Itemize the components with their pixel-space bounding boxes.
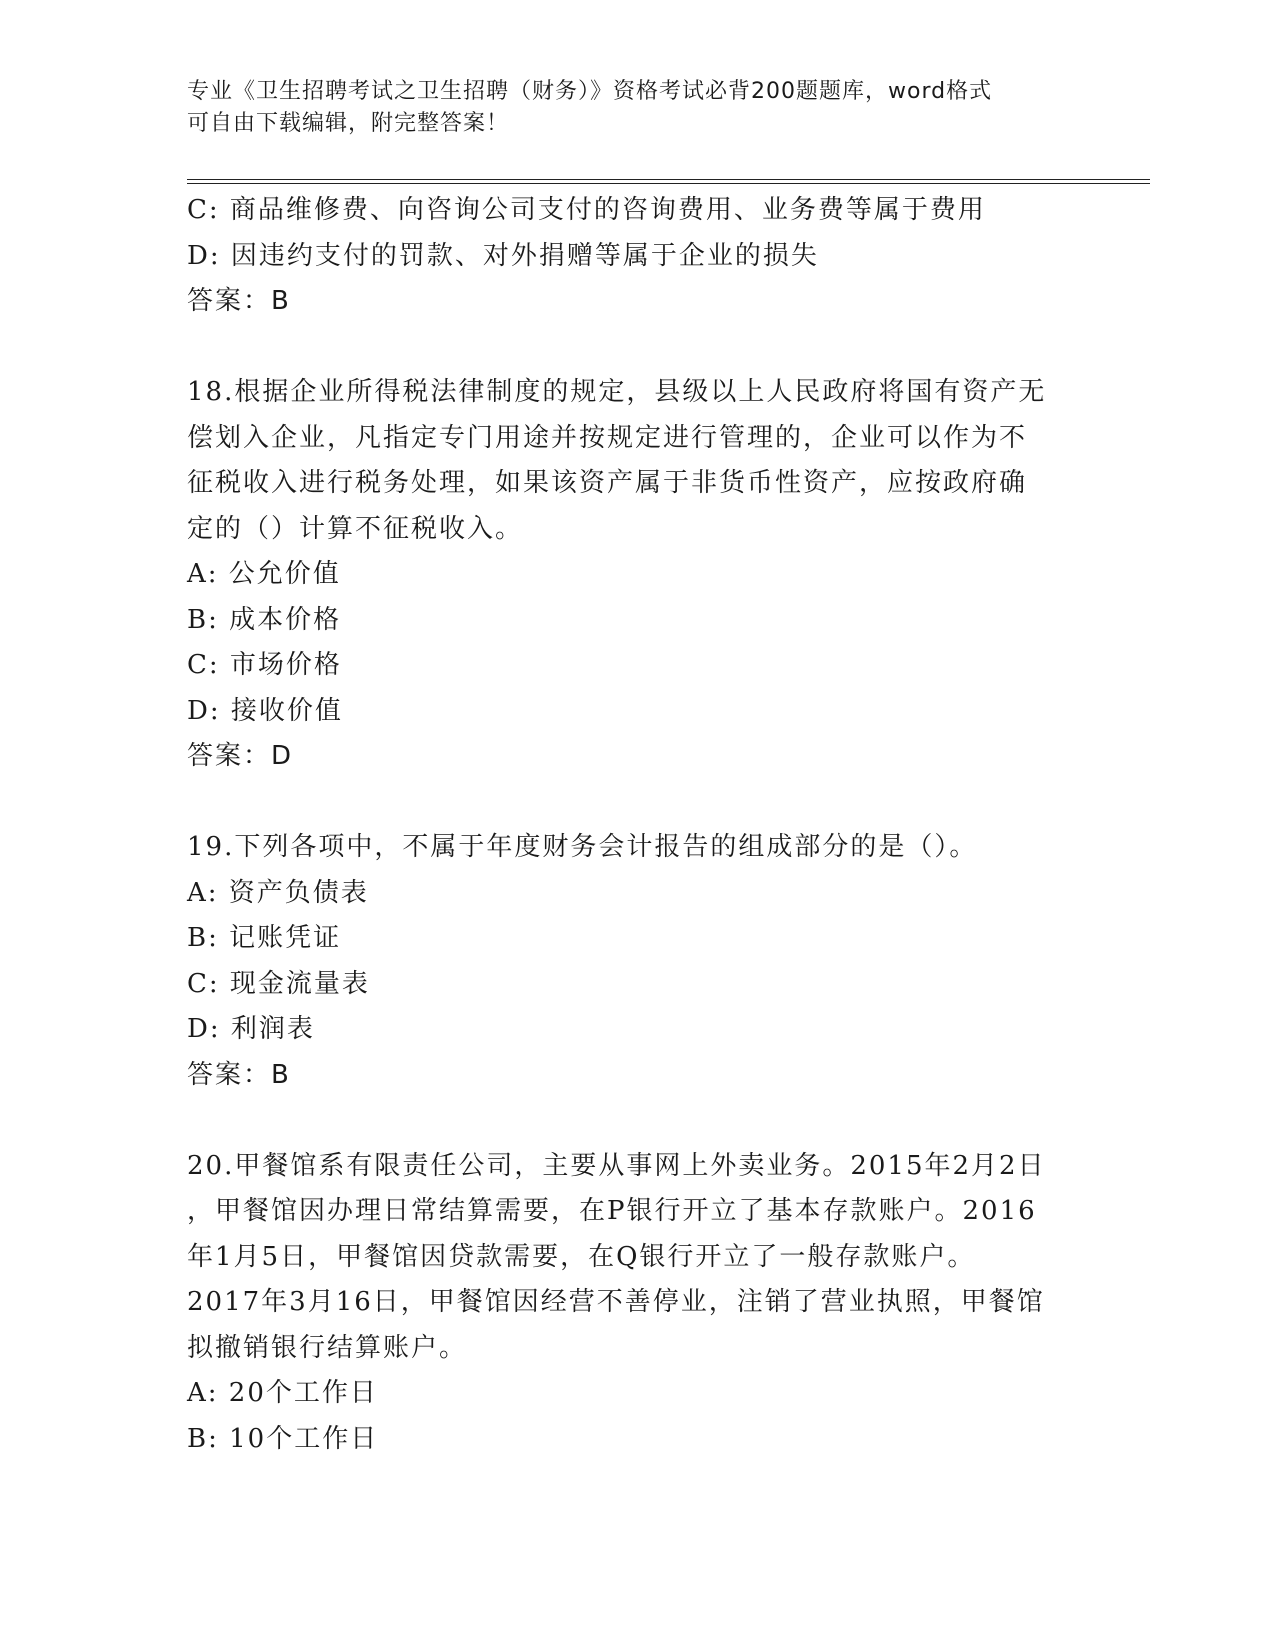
option-c: C: 现金流量表 [187,968,370,999]
spacer [187,325,1087,371]
spacer [187,1098,1087,1144]
question-stem-line: 20.甲餐馆系有限责任公司，主要从事网上外卖业务。2015年2月2日 [187,1150,1046,1181]
option-a: A: 公允价值 [187,559,341,589]
question-stem-line: 年1月5日，甲餐馆因贷款需要，在Q银行开立了一般存款账户。 [187,1241,976,1272]
question-list [187,188,1087,1462]
option-b: B: 成本价格 [187,604,342,635]
answer-label: 答案：B [187,1059,291,1090]
option-d: D: 利润表 [187,1014,315,1044]
spacer [187,780,1087,826]
header-divider-bottom [187,183,1150,184]
option-c: C: 市场价格 [187,650,342,680]
answer-label: 答案：D [187,741,294,771]
option-a: A: 资产负债表 [187,877,369,908]
question-stem-line: 2017年3月16日，甲餐馆因经营不善停业，注销了营业执照，甲餐馆 [187,1287,1045,1317]
document-header [187,76,1087,140]
question-stem-line: 偿划入企业，凡指定专门用途并按规定进行管理的，企业可以作为不 [187,422,1028,453]
question-18 [187,370,1087,780]
header-title-line-2: 可自由下载编辑，附完整答案！ [187,111,510,136]
question-stem-line: 19.下列各项中，不属于年度财务会计报告的组成部分的是（）。 [187,832,978,862]
header-title-line-1: 专业《卫生招聘考试之卫生招聘（财务）》资格考试必背200题题库，word格式 [187,79,993,104]
question-stem-line: 定的（）计算不征税收入。 [187,513,524,544]
header-divider-top [187,179,1150,180]
question-17-tail [187,188,1087,325]
question-19 [187,825,1087,1098]
question-20 [187,1144,1087,1463]
option-b: B: 10个工作日 [187,1423,379,1454]
question-stem-line: 征税收入进行税务处理，如果该资产属于非货币性资产，应按政府确 [187,468,1028,498]
option-d: D: 因违约支付的罚款、对外捐赠等属于企业的损失 [187,240,819,271]
option-c: C: 商品维修费、向咨询公司支付的咨询费用、业务费等属于费用 [187,195,986,225]
answer-label: 答案：B [187,286,291,316]
question-stem-line: 拟撤销银行结算账户。 [187,1332,468,1363]
option-a: A: 20个工作日 [187,1378,378,1408]
option-d: D: 接收价值 [187,695,343,726]
question-stem-line: ，甲餐馆因办理日常结算需要，在P银行开立了基本存款账户。2016 [187,1196,1037,1226]
option-b: B: 记账凭证 [187,923,342,953]
question-stem-line: 18.根据企业所得税法律制度的规定，县级以上人民政府将国有资产无 [187,377,1047,407]
